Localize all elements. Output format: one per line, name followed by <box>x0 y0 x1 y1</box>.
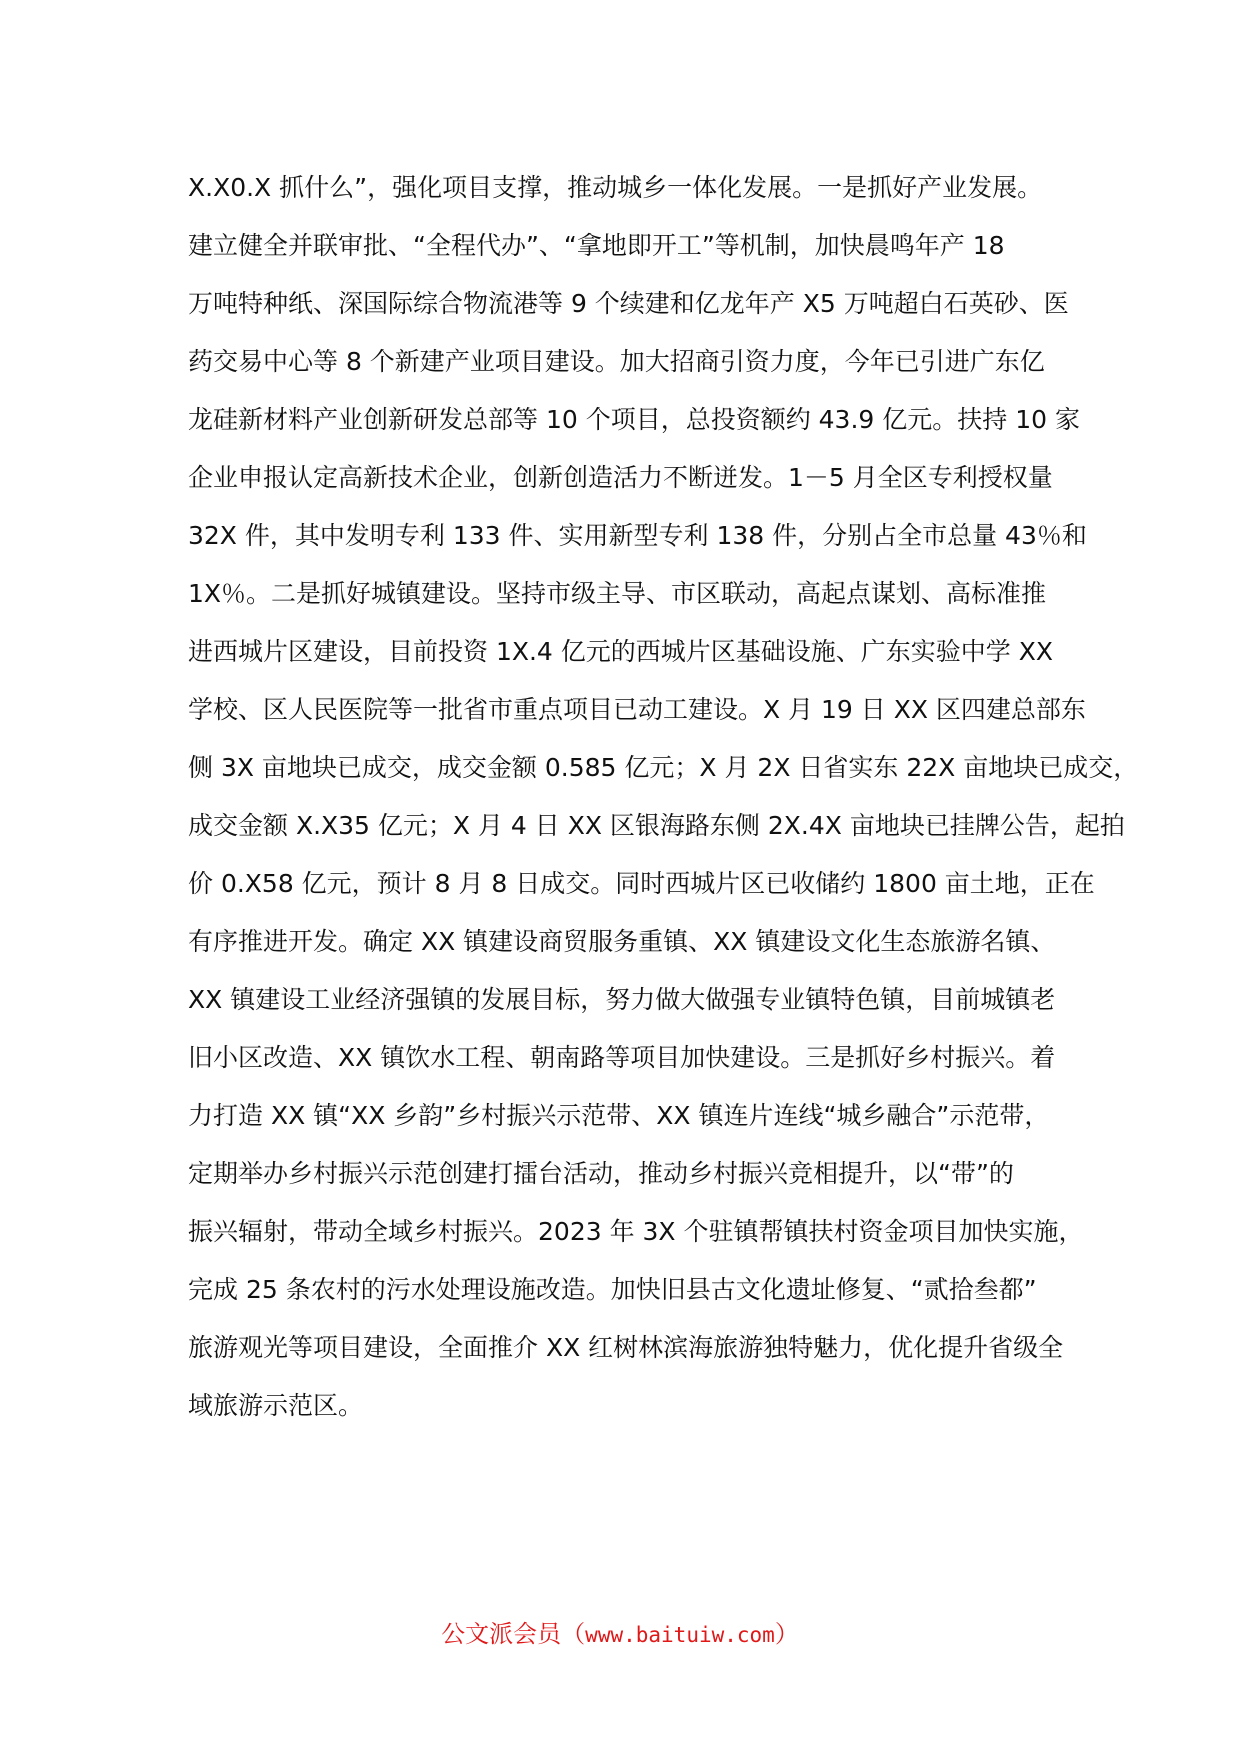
text-line: 有序推进开发。确定 XX 镇建设商贸服务重镇、XX 镇建设文化生态旅游名镇、 <box>188 927 1056 956</box>
text-line: 万吨特种纸、深国际综合物流港等 9 个续建和亿龙年产 X5 万吨超白石英砂、医 <box>188 289 1069 318</box>
text-line: 完成 25 条农村的污水处理设施改造。加快旧县古文化遗址修复、“贰拾叁都” <box>188 1275 1037 1304</box>
text-line: 32X 件，其中发明专利 133 件、实用新型专利 138 件，分别占全市总量 43％和 <box>188 521 1087 550</box>
text-line: X.X0.X 抓什么”，强化项目支撑，推动城乡一体化发展。一是抓好产业发展。 <box>188 173 1043 202</box>
footer-watermark <box>0 1616 1240 1653</box>
footer-url-link[interactable]: www.baituiw.com <box>585 1623 775 1647</box>
text-line: 振兴辐射，带动全域乡村振兴。2023 年 3X 个驻镇帮镇扶村资金项目加快实施， <box>188 1217 1084 1246</box>
text-line: 侧 3X 亩地块已成交，成交金额 0.585 亿元；X 月 2X 日省实东 22X 亩地块已成交， <box>188 753 1139 782</box>
text-line: 成交金额 X.X35 亿元；X 月 4 日 XX 区银海路东侧 2X.4X 亩地块已挂牌公告，起拍 <box>188 811 1125 840</box>
text-line: 价 0.X58 亿元，预计 8 月 8 日成交。同时西城片区已收储约 1800 亩土地，正在 <box>188 869 1095 898</box>
text-line: 力打造 XX 镇“XX 乡韵”乡村振兴示范带、XX 镇连片连线“城乡融合”示范带， <box>188 1101 1050 1130</box>
text-line: 龙硅新材料产业创新研发总部等 10 个项目，总投资额约 43.9 亿元。扶持 10 家 <box>188 405 1080 434</box>
footer-prefix: 公文派会员（ <box>441 1620 586 1648</box>
text-line: 旅游观光等项目建设，全面推介 XX 红树林滨海旅游独特魅力，优化提升省级全 <box>188 1333 1064 1362</box>
text-line: 进西城片区建设，目前投资 1X.4 亿元的西城片区基础设施、广东实验中学 XX <box>188 637 1053 666</box>
text-line: 1X％。二是抓好城镇建设。坚持市级主导、市区联动，高起点谋划、高标准推 <box>188 579 1047 608</box>
text-line: 药交易中心等 8 个新建产业项目建设。加大招商引资力度，今年已引进广东亿 <box>188 347 1045 376</box>
text-line: 建立健全并联审批、“全程代办”、“拿地即开工”等机制，加快晨鸣年产 18 <box>188 231 1005 260</box>
text-line: 学校、区人民医院等一批省市重点项目已动工建设。X 月 19 日 XX 区四建总部东 <box>188 695 1086 724</box>
text-line: 定期举办乡村振兴示范创建打擂台活动，推动乡村振兴竞相提升，以“带”的 <box>188 1159 1014 1188</box>
text-line: XX 镇建设工业经济强镇的发展目标，努力做大做强专业镇特色镇，目前城镇老 <box>188 985 1056 1014</box>
text-line: 旧小区改造、XX 镇饮水工程、朝南路等项目加快建设。三是抓好乡村振兴。着 <box>188 1043 1056 1072</box>
footer-suffix: ） <box>774 1620 799 1648</box>
text-line: 企业申报认定高新技术企业，创新创造活力不断迸发。1－5 月全区专利授权量 <box>188 463 1053 492</box>
text-line: 域旅游示范区。 <box>188 1391 364 1420</box>
